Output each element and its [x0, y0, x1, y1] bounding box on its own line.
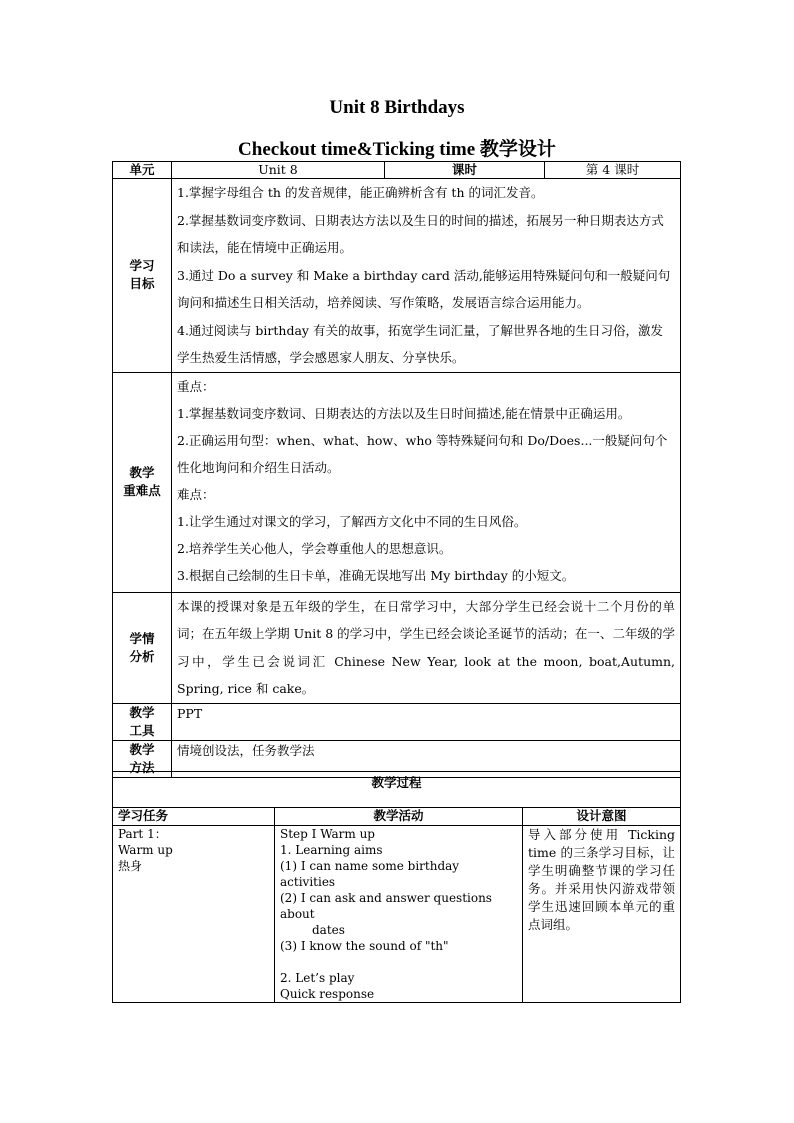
methods-label-line1: 教学: [129, 741, 155, 757]
analysis-label-line1: 学情: [129, 630, 155, 646]
analysis-label-line2: 分析: [129, 648, 155, 664]
process-heading: 教学过程: [113, 772, 681, 808]
objectives-label-line1: 学习: [129, 258, 155, 274]
tools-value: PPT: [172, 703, 681, 740]
key-points-label: [113, 372, 172, 592]
methods-value: 情境创设法，任务教学法: [172, 740, 681, 777]
unit-row: [113, 162, 681, 179]
key-heading: 重点：: [177, 378, 215, 394]
tools-label-line1: 教学: [129, 704, 155, 720]
objectives-row: [113, 179, 681, 373]
key-points-content: [172, 372, 681, 592]
analysis-label: [113, 592, 172, 703]
process-column-headers: [113, 808, 681, 826]
lesson-plan-table: [112, 161, 681, 778]
document-title: Unit 8 Birthdays: [329, 97, 465, 118]
objective-item: 2.掌握基数词变序数词、日期表达方法以及生日的时间的描述，拓展另一种日期表达方式和读法，能在情境中正确运用。: [177, 212, 664, 255]
objective-item: 3.通过 Do a survey 和 Make a birthday card 活动,能够运用特殊疑问句和一般疑问句询问和描述生日相关活动，培养阅读、写作策略，发展语言综合运用能力。: [177, 267, 671, 310]
aim-item: (3) I know the sound of "th": [280, 939, 449, 953]
aims-heading: 1. Learning aims: [280, 843, 383, 857]
unit-label: 单元: [113, 162, 172, 179]
key-points-label-line2: 重难点: [123, 483, 161, 498]
difficult-heading: 难点：: [177, 486, 215, 502]
col-activity-header: 教学活动: [275, 808, 523, 826]
activity-cell: [275, 826, 523, 1003]
process-row: [113, 826, 681, 1003]
activity-step: Step I Warm up: [280, 827, 375, 841]
objective-item: 4.通过阅读与 birthday 有关的故事，拓宽学生词汇量，了解世界各地的生日习俗，激发学生热爱生活情感，学会感恩家人朋友、分享快乐。: [177, 322, 663, 365]
key-points-row: [113, 372, 681, 592]
methods-label-line2: 方法: [129, 759, 155, 775]
process-heading-row: [113, 772, 681, 808]
task-line: 热身: [118, 859, 143, 873]
lesson-value: 第 4 课时: [545, 162, 681, 179]
objectives-content: [172, 179, 681, 373]
tools-label: [113, 703, 172, 740]
process-table: [112, 771, 681, 1003]
key-item: 2.正确运用句型：when、what、how、who 等特殊疑问句和 Do/Does...一般疑问句个性化地询问和介绍生日活动。: [177, 432, 668, 475]
analysis-row: [113, 592, 681, 703]
task-line: Warm up: [118, 843, 173, 857]
col-intent-header: 设计意图: [523, 808, 681, 826]
aim-item: (2) I can ask and answer questions about: [280, 891, 492, 921]
play-heading: 2. Let’s play: [280, 971, 355, 985]
document-subtitle: Checkout time&Ticking time 教学设计: [238, 139, 556, 160]
objective-item: 1.掌握字母组合 th 的发音规律，能正确辨析含有 th 的词汇发音。: [177, 185, 544, 200]
lesson-label: 课时: [385, 162, 545, 179]
aim-item: (1) I can name some birthday activities: [280, 859, 460, 889]
key-item: 1.掌握基数词变序数词、日期表达的方法以及生日时间描述,能在情景中正确运用。: [177, 405, 631, 421]
objectives-label-line2: 目标: [129, 276, 155, 292]
aim-item-continued: dates: [312, 923, 345, 937]
key-points-label-line1: 教学: [129, 465, 155, 480]
objectives-label: [113, 179, 172, 373]
unit-value: Unit 8: [172, 162, 385, 179]
difficult-item: 1.让学生通过对课文的学习，了解西方文化中不同的生日风俗。: [177, 513, 527, 529]
spacer: [280, 954, 517, 970]
difficult-item: 2.培养学生关心他人，学会尊重他人的思想意识。: [177, 540, 452, 556]
difficult-item: 3.根据自己绘制的生日卡单，准确无误地写出 My birthday 的小短文。: [177, 567, 575, 583]
task-cell: [113, 826, 275, 1003]
intent-cell: 导入部分使用 Ticking time 的三条学习目标，让学生明确整节课的学习任务。并采用快闪游戏带领学生迅速回顾本单元的重点词组。: [523, 826, 681, 1003]
col-task-header: 学习任务: [113, 808, 275, 826]
play-item: Quick response: [280, 987, 375, 1001]
task-line: Part 1：: [118, 827, 167, 841]
analysis-content: 本课的授课对象是五年级的学生，在日常学习中，大部分学生已经会说十二个月份的单词；在五年级上学期 Unit 8 的学习中，学生已经会谈论圣诞节的活动；在一、二年级的学习中，学生已会说词汇 Chinese New Year, look at the moon, boat,Autumn, Spring, rice 和 cake。: [172, 592, 681, 703]
tools-label-line2: 工具: [129, 722, 155, 738]
tools-row: [113, 703, 681, 740]
